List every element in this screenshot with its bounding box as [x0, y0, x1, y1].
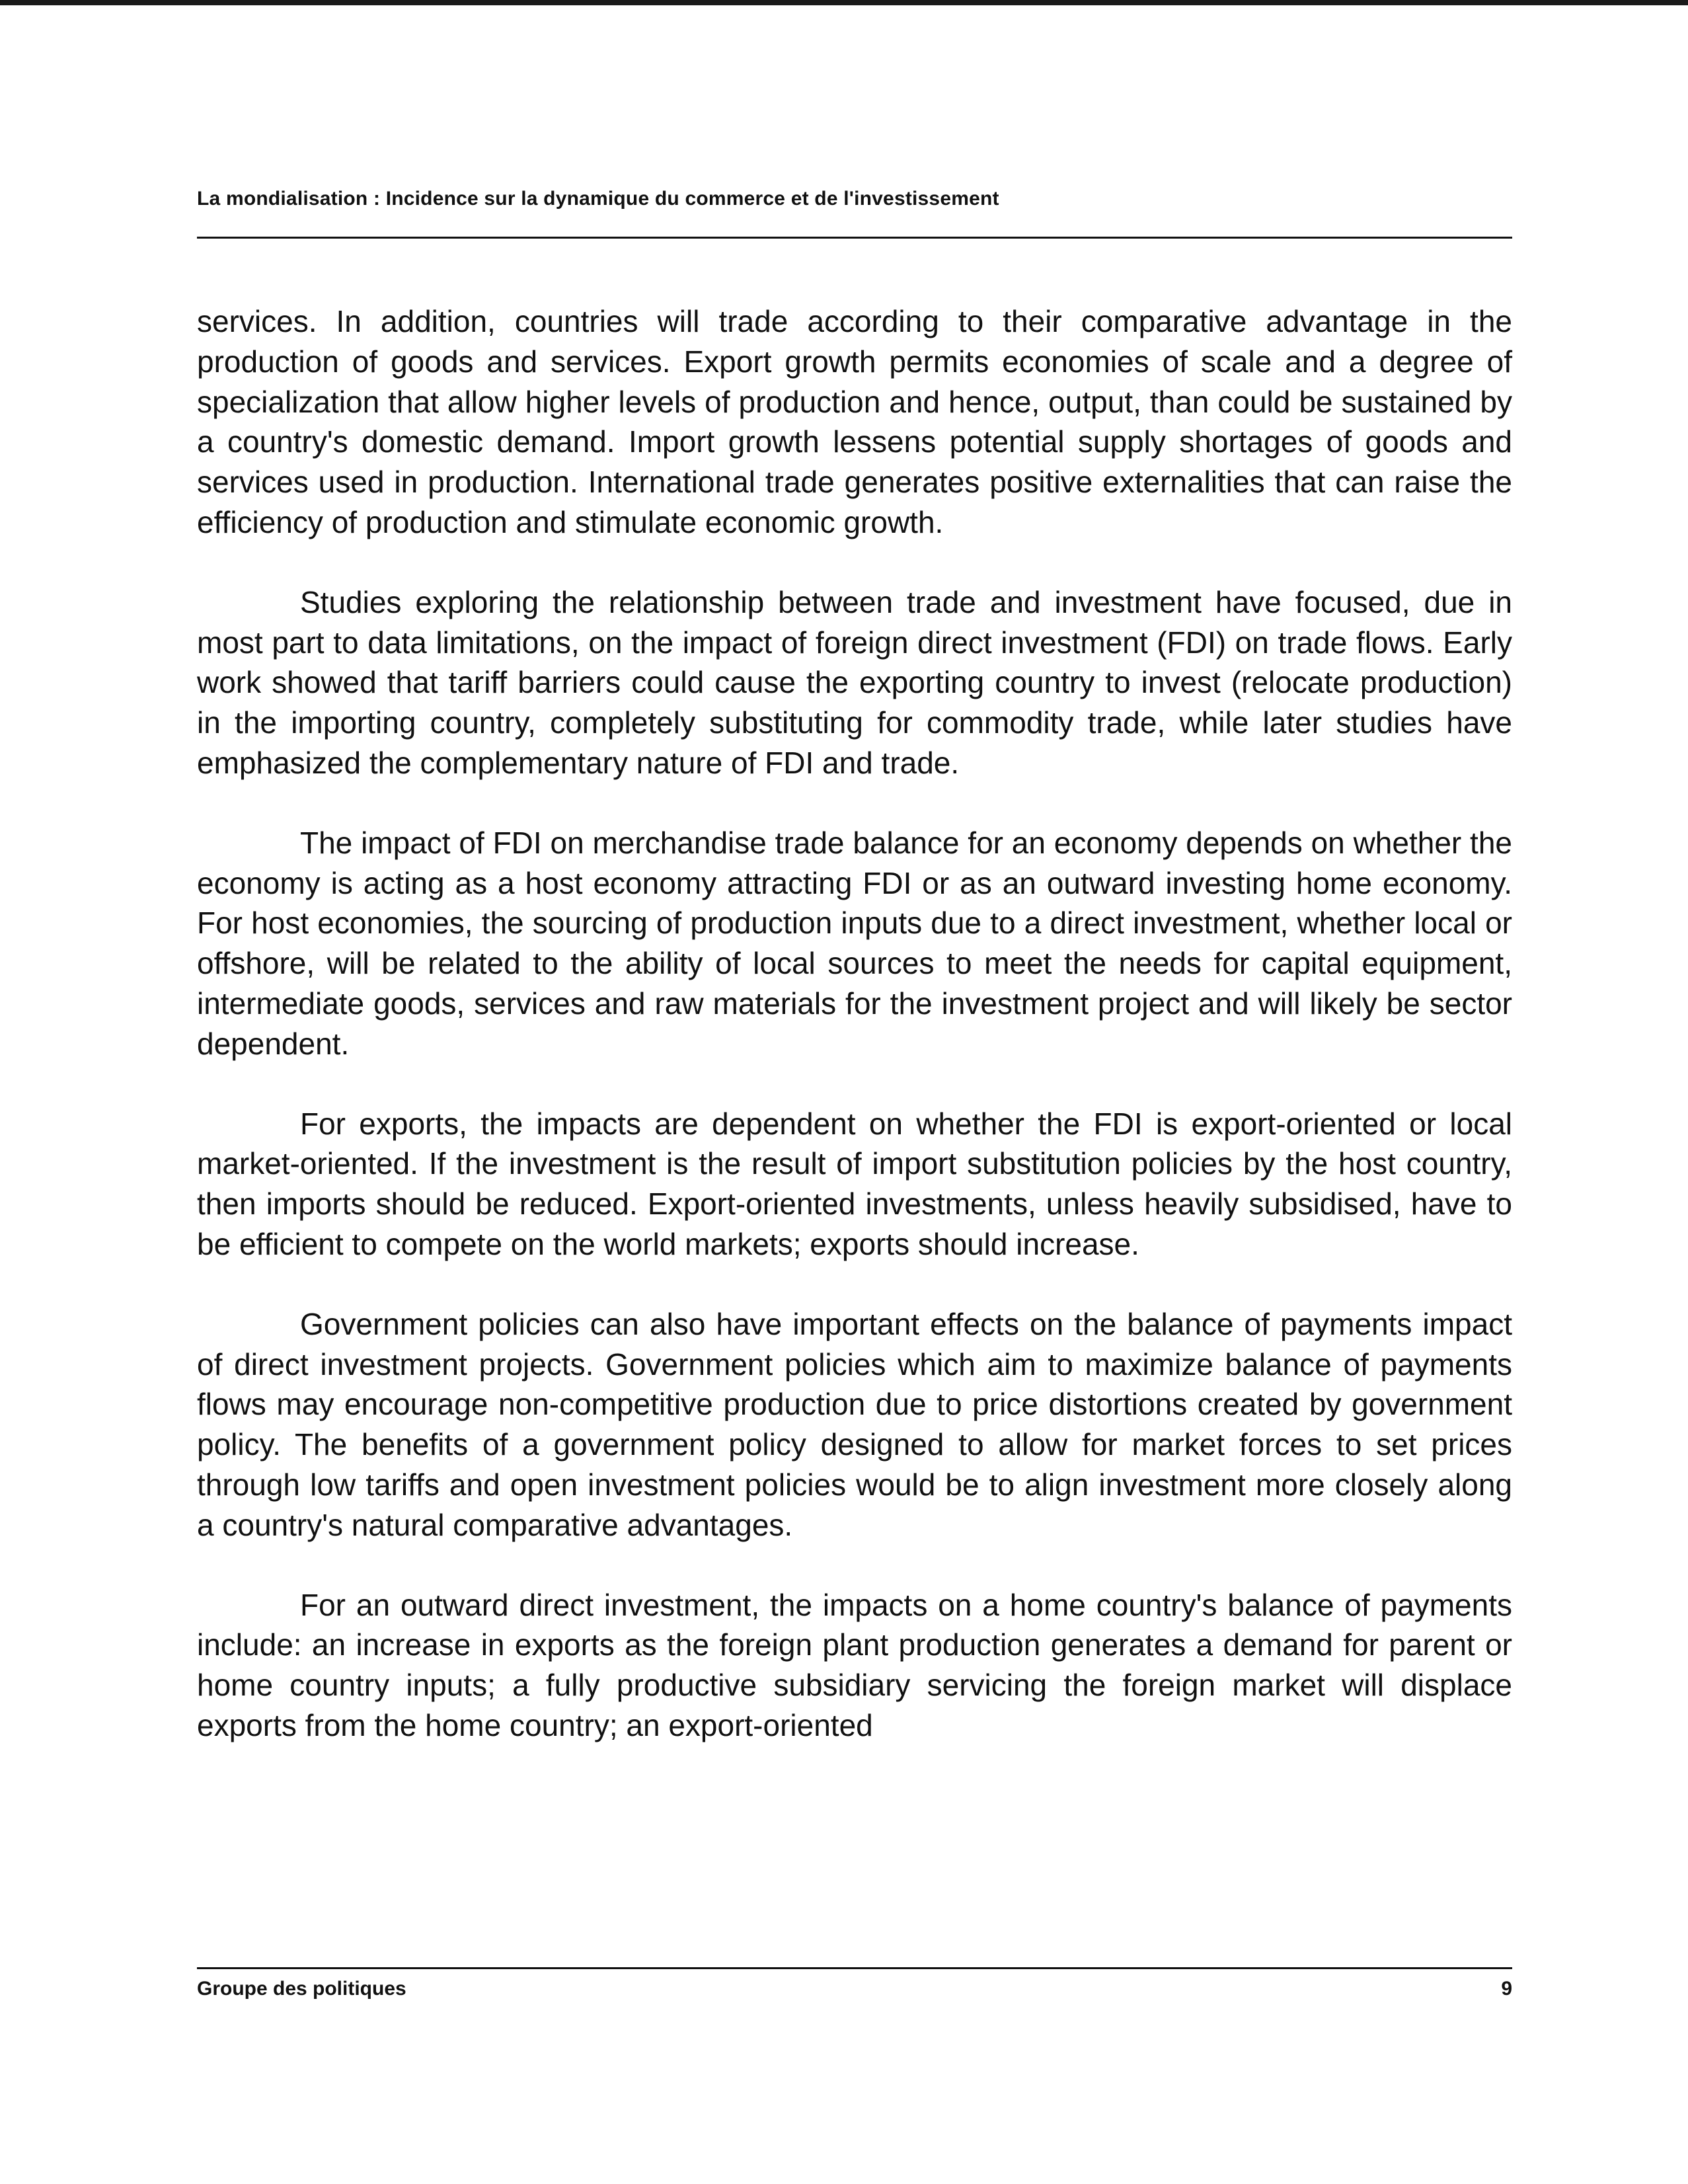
running-header: La mondialisation : Incidence sur la dynamique du commerce et de l'investissement [197, 188, 999, 210]
paragraph-1: services. In addition, countries will trade according to their comparative advantage in the production of goods and services. Export growth permits economies of scale and a degree of specialization that allow higher levels of production and hence, output, than could be sustained by a country's domestic demand. Import growth lessens potential supply shortages of goods and services used in production. International trade generates positive externalities that can raise the efficiency of production and stimulate economic growth. [197, 304, 1512, 539]
page-footer [197, 1978, 1512, 2000]
header-rule [197, 237, 1512, 239]
page-number: 9 [1501, 1978, 1512, 2000]
footer-rule [197, 1967, 1512, 1969]
paragraph-2: Studies exploring the relationship between trade and investment have focused, due in most part to data limitations, on the impact of foreign direct investment (FDI) on trade flows. Early work showed that tariff barriers could cause the exporting country to invest (relocate production) in the importing country, completely substituting for commodity trade, while later studies have emphasized the complementary nature of FDI and trade. [197, 584, 1512, 780]
paragraph-4: For exports, the impacts are dependent on whether the FDI is export-oriented or local market-oriented. If the investment is the result of import substitution policies by the host country, then imports should be reduced. Export-oriented investments, unless heavily subsidised, have to be efficient to compete on the world markets; exports should increase. [197, 1106, 1512, 1261]
paragraph-3: The impact of FDI on merchandise trade balance for an economy depends on whether the economy is acting as a host economy attracting FDI or as an outward investing home economy. For host economies, the sourcing of production inputs due to a direct investment, whether local or offshore, will be related to the ability of local sources to meet the needs for capital equipment, intermediate goods, services and raw materials for the investment project and will likely be sector dependent. [197, 825, 1512, 1061]
scan-top-border [0, 0, 1688, 5]
paragraph-5: Government policies can also have important effects on the balance of payments impact of direct investment projects. Government policies which aim to maximize balance of payments flows may encourage non-competitive production due to price distortions created by government policy. The benefits of a government policy designed to allow for market forces to set prices through low tariffs and open investment policies would be to align investment more closely along a country's natural comparative advantages. [197, 1306, 1512, 1542]
footer-publisher: Groupe des politiques [197, 1978, 406, 2000]
paragraph-6: For an outward direct investment, the impacts on a home country's balance of payments include: an increase in exports as the foreign plant production generates a demand for parent or home country inputs; a fully productive subsidiary servicing the foreign market will displace exports from the home country; an export-oriented [197, 1587, 1512, 1742]
body-text [197, 301, 1512, 1785]
